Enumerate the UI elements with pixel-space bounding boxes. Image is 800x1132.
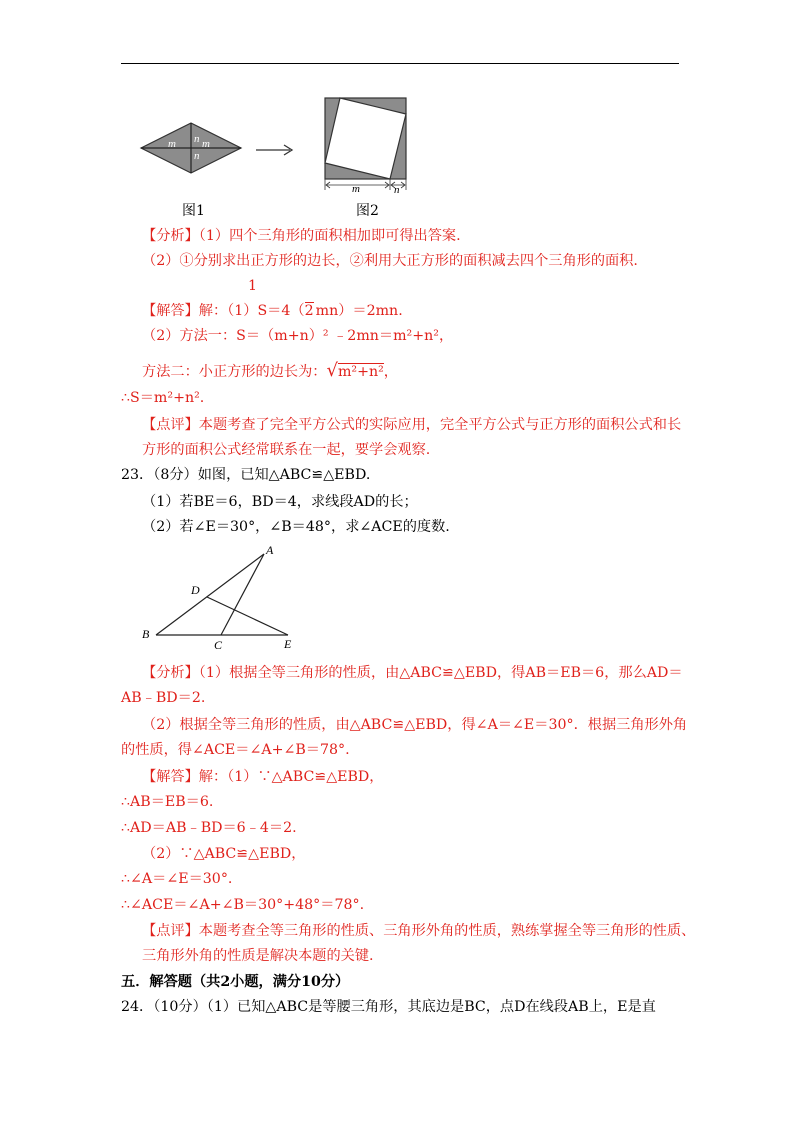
q23-answer-4: （2）∵△ABC≌△EBD， bbox=[142, 846, 306, 862]
segment-AC bbox=[221, 554, 264, 635]
q23-answer-3: ∴AD＝AB﹣BD＝6﹣4＝2. bbox=[121, 820, 297, 836]
q22-comment-1: 【点评】本题考查了完全平方公式的实际应用，完全平方公式与正方形的面积公式和长 bbox=[142, 417, 682, 433]
q23-analysis-2: AB﹣BD＝2. bbox=[121, 690, 206, 706]
q23-comment-2: 三角形外角的性质是解决本题的关键. bbox=[142, 948, 374, 964]
q22-answer-1: 【解答】解：（1）S＝4（2 mn）＝2mn. bbox=[142, 303, 403, 319]
q22-answer-3: 方法二：小正方形的边长为：√m²+n²， bbox=[142, 360, 398, 381]
q22-fraction-numerator: 1 bbox=[248, 278, 258, 294]
rhombus-label-m-right: m bbox=[202, 138, 210, 150]
q23-stem: 23．（8分）如图，已知△ABC≌△EBD. bbox=[121, 467, 371, 483]
q23-analysis-4: 的性质，得∠ACE＝∠A+∠B＝78°. bbox=[121, 742, 350, 758]
q23-answer-2: ∴AB＝EB＝6. bbox=[121, 794, 214, 810]
point-B: B bbox=[142, 627, 150, 641]
q22-fraction-denominator: 2 bbox=[304, 303, 314, 319]
q22-answer-2: （2）方法一：S＝（m+n）² ﹣2mn＝m²+n²， bbox=[142, 328, 454, 344]
square-label-m: m bbox=[352, 183, 360, 194]
q23-comment-1: 【点评】本题考查全等三角形的性质、三角形外角的性质，熟练掌握全等三角形的性质、 bbox=[142, 923, 696, 939]
q23-part2: （2）若∠E＝30°，∠B＝48°，求∠ACE的度数. bbox=[142, 519, 450, 535]
rhombus-label-n-top: n bbox=[194, 133, 200, 145]
arrow-icon bbox=[254, 143, 296, 157]
sqrt-symbol: √ bbox=[326, 360, 338, 381]
q22-analysis-1: 【分析】（1）四个三角形的面积相加即可得出答案. bbox=[142, 228, 461, 244]
segment-DE bbox=[207, 597, 288, 635]
q23-answer-1: 【解答】解：（1）∵△ABC≌△EBD， bbox=[142, 769, 384, 785]
q23-analysis-1: 【分析】（1）根据全等三角形的性质，由△ABC≌△EBD，得AB＝EB＝6，那么AD＝ bbox=[142, 665, 683, 681]
figure1-caption: 图1 bbox=[182, 203, 205, 219]
q22-sqrt-content: m²+n² bbox=[337, 364, 384, 380]
point-A: A bbox=[266, 543, 274, 557]
point-D: D bbox=[191, 583, 200, 597]
rhombus-label-m-left: m bbox=[168, 138, 176, 150]
section-5-title: 五．解答题（共2小题，满分10分） bbox=[121, 974, 350, 990]
point-C: C bbox=[214, 638, 223, 650]
q22-comment-2: 方形的面积公式经常联系在一起，要学会观察. bbox=[142, 442, 431, 458]
figure-rhombus bbox=[135, 118, 247, 180]
q24-stem: 24．（10分）（1）已知△ABC是等腰三角形，其底边是BC，点D在线段AB上，E是直 bbox=[121, 999, 656, 1015]
header-rule bbox=[121, 63, 679, 64]
figure-square bbox=[320, 94, 410, 194]
q22-answer-4: ∴S＝m²+n². bbox=[121, 390, 205, 406]
figure-triangles bbox=[140, 542, 300, 650]
q22-analysis-2: （2）①分别求出正方形的边长，②利用大正方形的面积减去四个三角形的面积. bbox=[142, 253, 638, 269]
rhombus-label-n-bottom: n bbox=[194, 150, 200, 162]
q23-answer-5: ∴∠A＝∠E＝30°. bbox=[121, 871, 233, 887]
point-E: E bbox=[284, 637, 292, 650]
square-label-n: n bbox=[394, 184, 400, 194]
figure2-caption: 图2 bbox=[356, 203, 379, 219]
q23-part1: （1）若BE＝6，BD＝4，求线段AD的长； bbox=[142, 494, 418, 510]
q23-analysis-3: （2）根据全等三角形的性质，由△ABC≌△EBD，得∠A＝∠E＝30°．根据三角形外角 bbox=[142, 717, 688, 733]
q23-answer-6: ∴∠ACE＝∠A+∠B＝30°+48°＝78°. bbox=[121, 897, 365, 913]
segment-BA bbox=[156, 554, 264, 635]
